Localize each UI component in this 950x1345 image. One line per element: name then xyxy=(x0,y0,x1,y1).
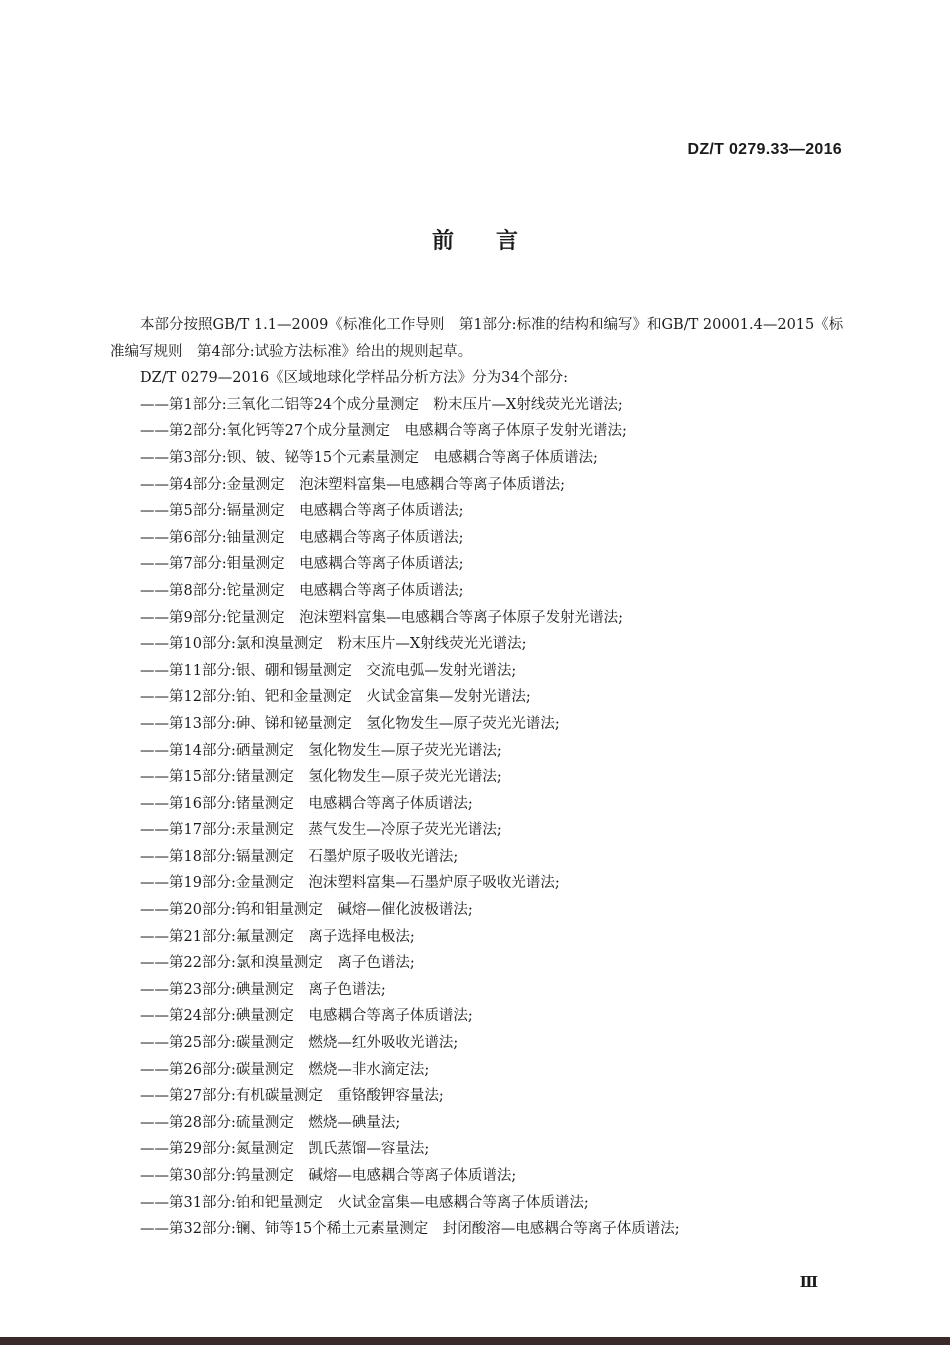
list-item: ——第4部分:金量测定 泡沫塑料富集—电感耦合等离子体质谱法; xyxy=(140,476,565,493)
list-item: ——第7部分:钼量测定 电感耦合等离子体质谱法; xyxy=(140,556,464,573)
list-item: ——第17部分:汞量测定 蒸气发生—冷原子荧光光谱法; xyxy=(140,822,502,839)
list-item: ——第20部分:钨和钼量测定 碱熔—催化波极谱法; xyxy=(140,902,473,919)
list-item: ——第24部分:碘量测定 电感耦合等离子体质谱法; xyxy=(140,1008,473,1025)
list-item: ——第22部分:氯和溴量测定 离子色谱法; xyxy=(140,955,415,972)
list-item: ——第29部分:氮量测定 凯氏蒸馏—容量法; xyxy=(140,1141,430,1158)
foreword-body xyxy=(110,312,845,1243)
list-item: ——第23部分:碘量测定 离子色谱法; xyxy=(140,981,386,998)
list-item: ——第8部分:铊量测定 电感耦合等离子体质谱法; xyxy=(140,582,464,599)
list-item: ——第5部分:镉量测定 电感耦合等离子体质谱法; xyxy=(140,503,464,520)
list-item: ——第13部分:砷、锑和铋量测定 氢化物发生—原子荧光光谱法; xyxy=(140,715,560,732)
page-number: Ⅲ xyxy=(799,1273,818,1291)
list-item: ——第2部分:氧化钙等27个成分量测定 电感耦合等离子体原子发射光谱法; xyxy=(140,423,627,440)
list-item: ——第31部分:铂和钯量测定 火试金富集—电感耦合等离子体质谱法; xyxy=(140,1194,589,1211)
list-item: ——第11部分:银、硼和锡量测定 交流电弧—发射光谱法; xyxy=(140,662,517,679)
list-item: ——第21部分:氟量测定 离子选择电极法; xyxy=(140,928,415,945)
document-code: DZ/T 0279.33—2016 xyxy=(687,141,842,158)
list-item: ——第28部分:硫量测定 燃烧—碘量法; xyxy=(140,1114,401,1131)
list-item: ——第26部分:碳量测定 燃烧—非水滴定法; xyxy=(140,1061,430,1078)
paragraph-parts-intro: DZ/T 0279—2016《区域地球化学样品分析方法》分为34个部分: xyxy=(140,370,569,387)
list-item: ——第18部分:镉量测定 石墨炉原子吸收光谱法; xyxy=(140,848,459,865)
list-item: ——第9部分:铊量测定 泡沫塑料富集—电感耦合等离子体原子发射光谱法; xyxy=(140,609,623,626)
list-item: ——第3部分:钡、铍、铋等15个元素量测定 电感耦合等离子体质谱法; xyxy=(140,449,598,466)
paragraph-drafting-rules: 本部分按照GB/T 1.1—2009《标准化工作导则 第1部分:标准的结构和编写》和GB/T 20001.4—2015《标准编写规则 第4部分:试验方法标准》给出的规则起草。 xyxy=(110,317,844,360)
list-item: ——第32部分:镧、铈等15个稀土元素量测定 封闭酸溶—电感耦合等离子体质谱法; xyxy=(140,1221,680,1238)
list-item: ——第1部分:三氧化二铝等24个成分量测定 粉末压片—X射线荧光光谱法; xyxy=(140,396,623,413)
list-item: ——第10部分:氯和溴量测定 粉末压片—X射线荧光光谱法; xyxy=(140,636,527,653)
list-item: ——第19部分:金量测定 泡沫塑料富集—石墨炉原子吸收光谱法; xyxy=(140,875,560,892)
list-item: ——第15部分:锗量测定 氢化物发生—原子荧光光谱法; xyxy=(140,769,502,786)
list-item: ——第6部分:铀量测定 电感耦合等离子体质谱法; xyxy=(140,529,464,546)
parts-list xyxy=(110,392,845,1243)
list-item: ——第27部分:有机碳量测定 重铬酸钾容量法; xyxy=(140,1088,444,1105)
list-item: ——第30部分:钨量测定 碱熔—电感耦合等离子体质谱法; xyxy=(140,1168,517,1184)
page-title: 前言 xyxy=(431,229,560,254)
bottom-border xyxy=(0,1337,950,1345)
list-item: ——第12部分:铂、钯和金量测定 火试金富集—发射光谱法; xyxy=(140,689,531,706)
list-item: ——第16部分:锗量测定 电感耦合等离子体质谱法; xyxy=(140,795,473,812)
list-item: ——第14部分:硒量测定 氢化物发生—原子荧光光谱法; xyxy=(140,742,502,759)
list-item: ——第25部分:碳量测定 燃烧—红外吸收光谱法; xyxy=(140,1035,459,1052)
